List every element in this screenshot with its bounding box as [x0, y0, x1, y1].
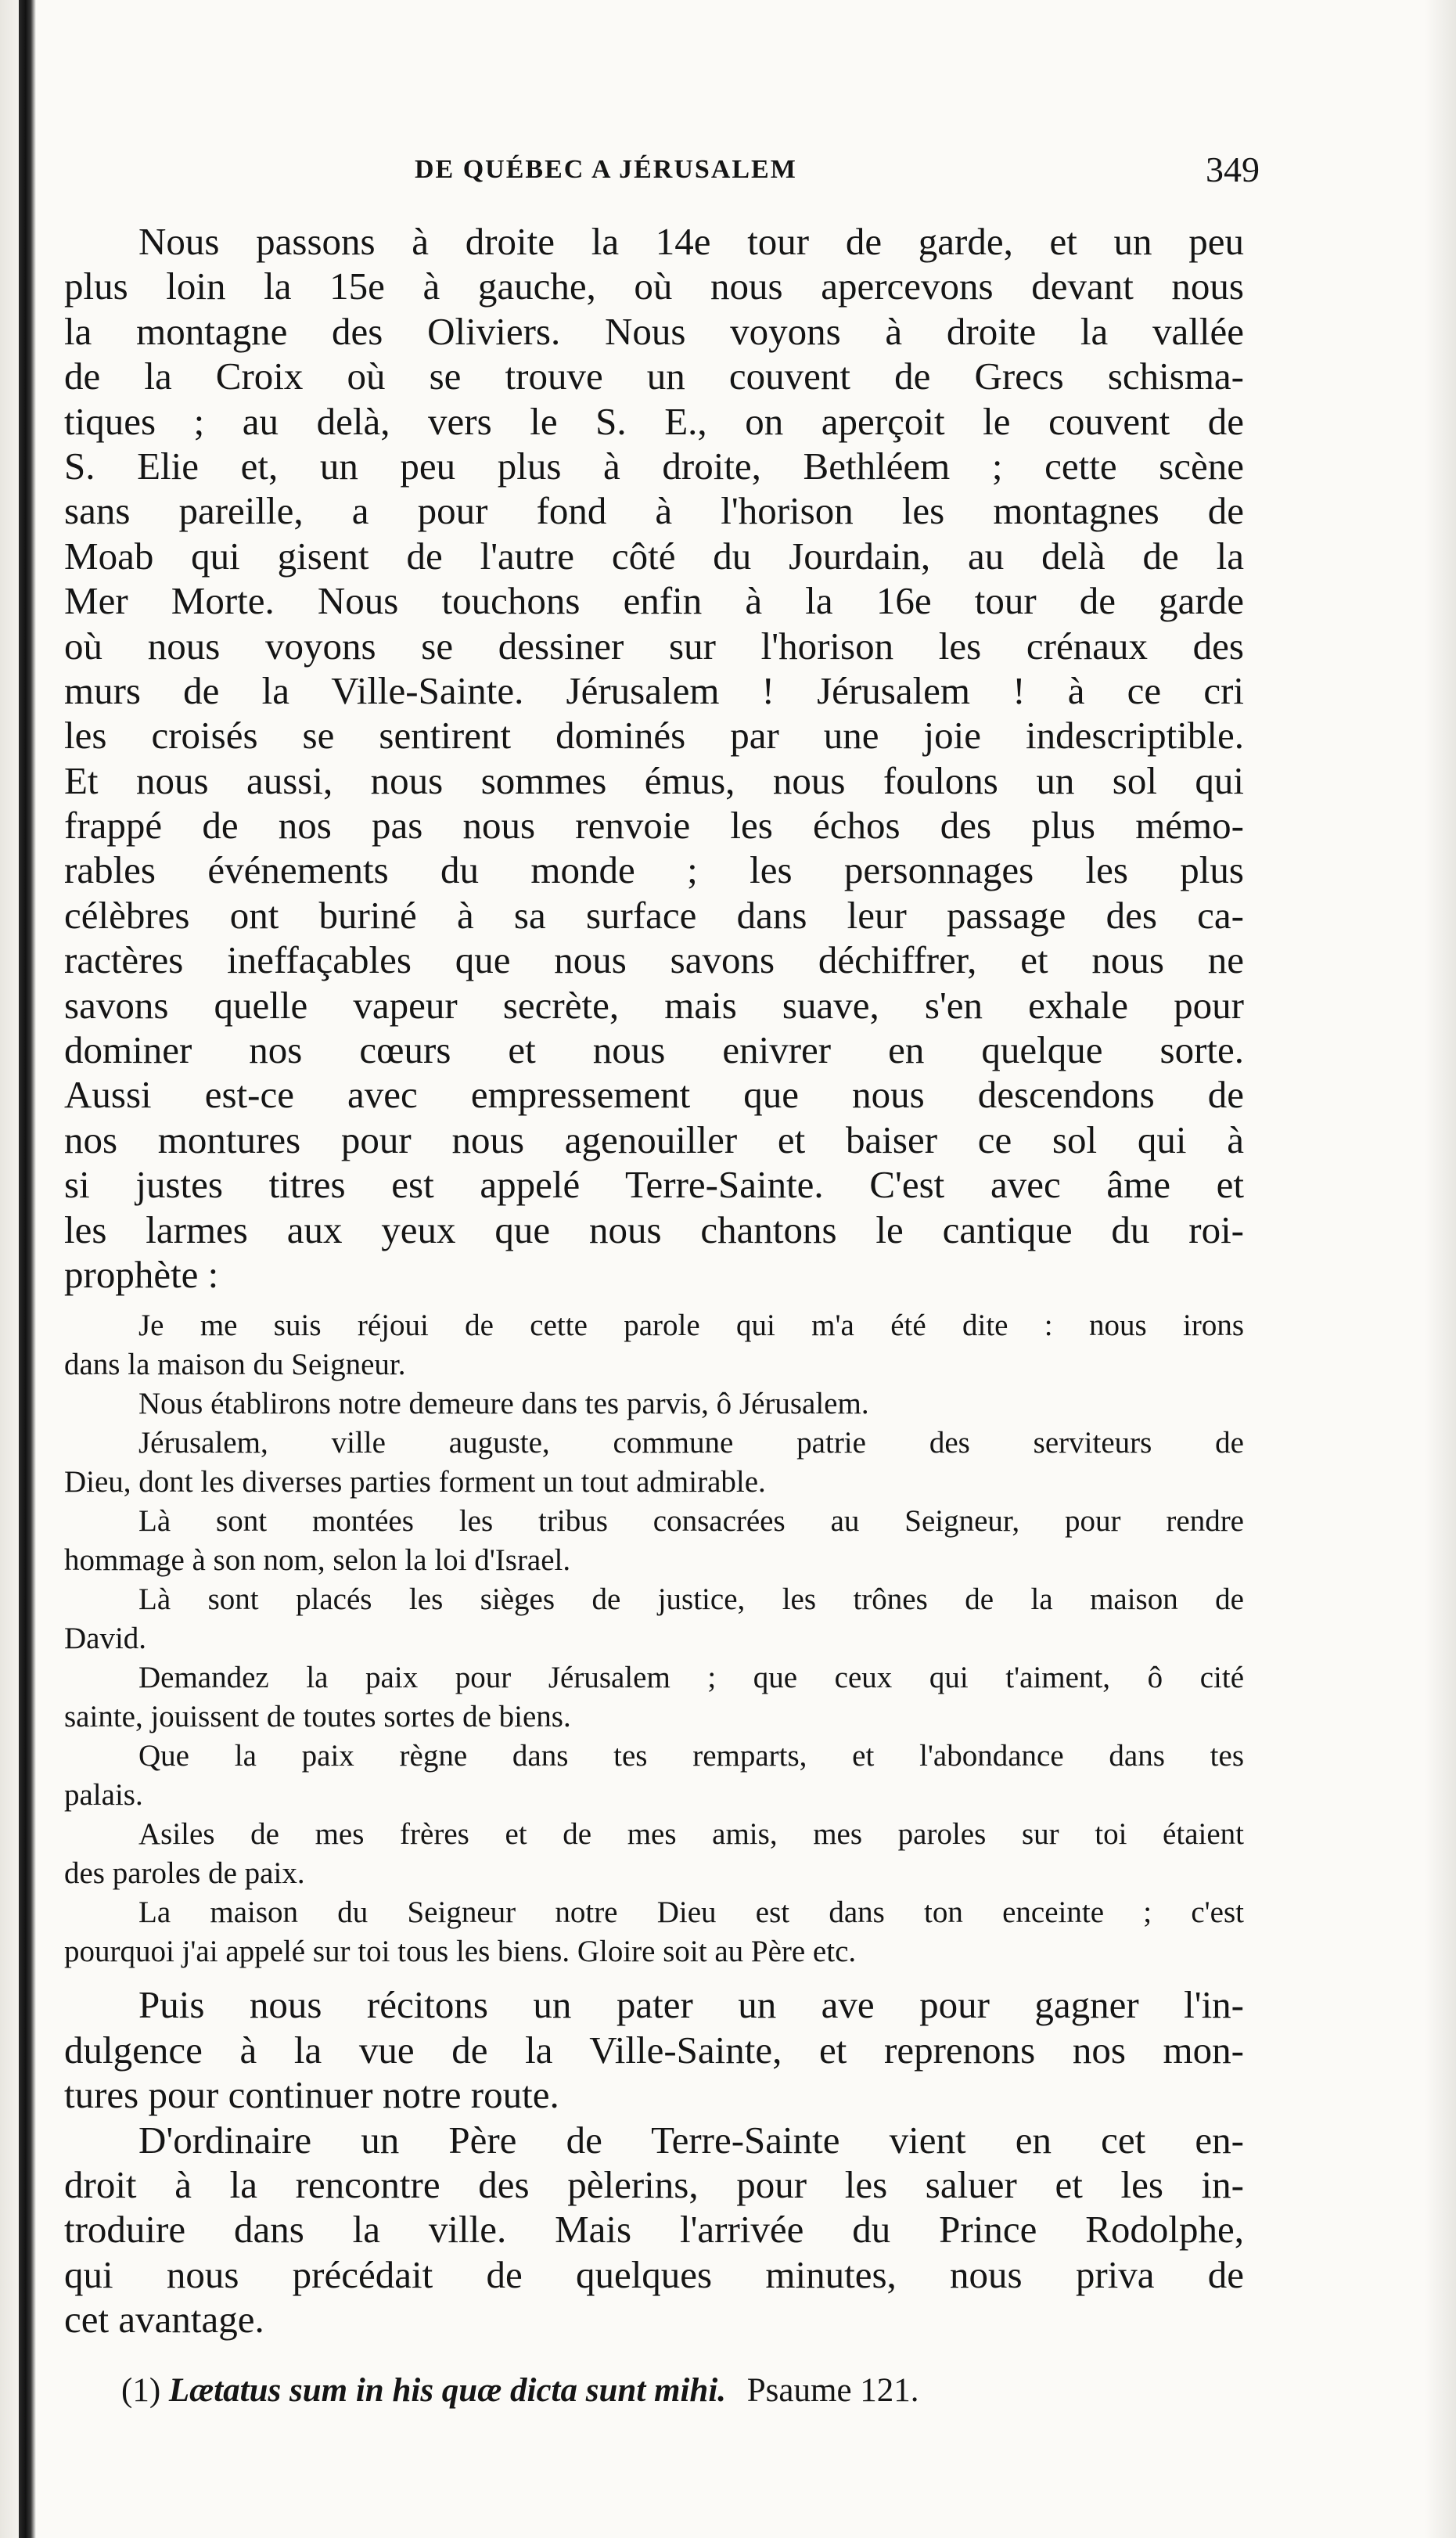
- text-line: Et nous aussi, nous sommes émus, nous foulons un sol qui: [64, 758, 1244, 802]
- text-line: Mer Morte. Nous touchons enfin à la 16e tour de garde: [64, 579, 1244, 623]
- text-line: prophète :: [64, 1252, 219, 1296]
- text-line: cet avantage.: [64, 2298, 264, 2342]
- text-line: qui nous précédait de quelques minutes, nous priva de: [64, 2252, 1244, 2296]
- page-margin-left: [0, 0, 19, 2538]
- text-line: les croisés se sentirent dominés par une joie indescriptible.: [64, 714, 1244, 758]
- text-line: dulgence à la vue de la Ville-Sainte, et reprenons nos mon-: [64, 2028, 1244, 2072]
- book-binding-edge: [19, 0, 36, 2538]
- running-head: [415, 149, 1260, 196]
- verse-line: hommage à son nom, selon la loi d'Israel.: [64, 1543, 571, 1578]
- text-line: si justes titres est appelé Terre-Sainte. C'est avec âme et: [64, 1163, 1244, 1207]
- verse-line: sainte, jouissent de toutes sortes de biens.: [64, 1700, 571, 1734]
- verse-line: Nous établirons notre demeure dans tes parvis, ô Jérusalem.: [138, 1387, 869, 1421]
- text-line: troduire dans la ville. Mais l'arrivée du Prince Rodolphe,: [64, 2208, 1244, 2252]
- paragraph-1: [64, 219, 1244, 1297]
- text-line: Puis nous récitons un pater un ave pour gagner l'in-: [138, 1983, 1244, 2027]
- verse-line: Là sont placés les sièges de justice, les trônes de la maison de: [138, 1582, 1244, 1617]
- text-line: murs de la Ville-Sainte. Jérusalem ! Jérusalem ! à ce cri: [64, 668, 1244, 712]
- verse-line: Que la paix règne dans tes remparts, et l'abondance dans tes: [138, 1739, 1244, 1773]
- verse-line: Là sont montées les tribus consacrées au Seigneur, pour rendre: [138, 1504, 1244, 1539]
- text-line: S. Elie et, un peu plus à droite, Bethléem ; cette scène: [64, 444, 1244, 488]
- verse-line: La maison du Seigneur notre Dieu est dans ton enceinte ; c'est: [138, 1895, 1244, 1930]
- text-line: plus loin la 15e à gauche, où nous apercevons devant nous: [64, 265, 1244, 308]
- text-line: tures pour continuer notre route.: [64, 2073, 559, 2117]
- running-title: DE QUÉBEC A JÉRUSALEM: [415, 155, 797, 184]
- paragraph-3: [64, 2118, 1244, 2342]
- text-line: nos montures pour nous agenouiller et baiser ce sol qui à: [64, 1118, 1244, 1161]
- verse-line: palais.: [64, 1778, 143, 1813]
- footnote: [121, 2371, 919, 2410]
- text-line: tiques ; au delà, vers le S. E., on aperçoit le couvent de: [64, 399, 1244, 443]
- verse-line: Asiles de mes frères et de mes amis, mes paroles sur toi étaient: [138, 1817, 1244, 1852]
- text-line: Aussi est-ce avec empressement que nous descendons de: [64, 1073, 1244, 1117]
- body-text: [64, 219, 1244, 2342]
- verse-line: dans la maison du Seigneur.: [64, 1348, 406, 1382]
- page-number: 349: [1206, 149, 1260, 189]
- text-line: frappé de nos pas nous renvoie les échos des plus mémo-: [64, 804, 1244, 848]
- text-line: Moab qui gisent de l'autre côté du Jourdain, au delà de la: [64, 534, 1244, 578]
- text-line: les larmes aux yeux que nous chantons le cantique du roi-: [64, 1208, 1244, 1251]
- footnote-latin-text: Lætatus sum in his quæ dicta sunt mihi.: [168, 2372, 727, 2409]
- text-line: Nous passons à droite la 14e tour de garde, et un peu: [138, 220, 1244, 263]
- text-line: ractères ineffaçables que nous savons déchiffrer, et nous ne: [64, 938, 1244, 982]
- text-line: rables événements du monde ; les personnages les plus: [64, 848, 1244, 892]
- paragraph-2: [64, 1982, 1244, 2117]
- text-line: D'ordinaire un Père de Terre-Sainte vient en cet en-: [138, 2118, 1244, 2162]
- text-line: de la Croix où se trouve un couvent de Grecs schisma-: [64, 355, 1244, 398]
- text-line: droit à la rencontre des pèlerins, pour les saluer et les in-: [64, 2162, 1244, 2206]
- text-line: où nous voyons se dessiner sur l'horison les crénaux des: [64, 624, 1244, 668]
- verse-line: David.: [64, 1622, 147, 1656]
- footnote-reference: Psaume 121.: [746, 2372, 919, 2409]
- verse-line: Demandez la paix pour Jérusalem ; que ceux qui t'aiment, ô cité: [138, 1661, 1244, 1695]
- text-line: célèbres ont buriné à sa surface dans leur passage des ca-: [64, 893, 1244, 937]
- verse-line: Jérusalem, ville auguste, commune patrie des serviteurs de: [138, 1426, 1244, 1460]
- verse-line: Je me suis réjoui de cette parole qui m'a été dite : nous irons: [138, 1309, 1244, 1343]
- verse-line: Dieu, dont les diverses parties forment un tout admirable.: [64, 1465, 766, 1499]
- text-line: la montagne des Oliviers. Nous voyons à droite la vallée: [64, 309, 1244, 353]
- text-line: sans pareille, a pour fond à l'horison les montagnes de: [64, 489, 1244, 533]
- verse-line: pourquoi j'ai appelé sur toi tous les biens. Gloire soit au Père etc.: [64, 1935, 857, 1969]
- verse-line: des paroles de paix.: [64, 1856, 305, 1891]
- psalm-verses: [64, 1306, 1244, 1971]
- text-line: savons quelle vapeur secrète, mais suave, s'en exhale pour: [64, 983, 1244, 1027]
- footnote-marker: (1): [121, 2372, 161, 2409]
- page-edge-shadow: [1425, 0, 1456, 2538]
- text-line: dominer nos cœurs et nous enivrer en quelque sorte.: [64, 1028, 1244, 1072]
